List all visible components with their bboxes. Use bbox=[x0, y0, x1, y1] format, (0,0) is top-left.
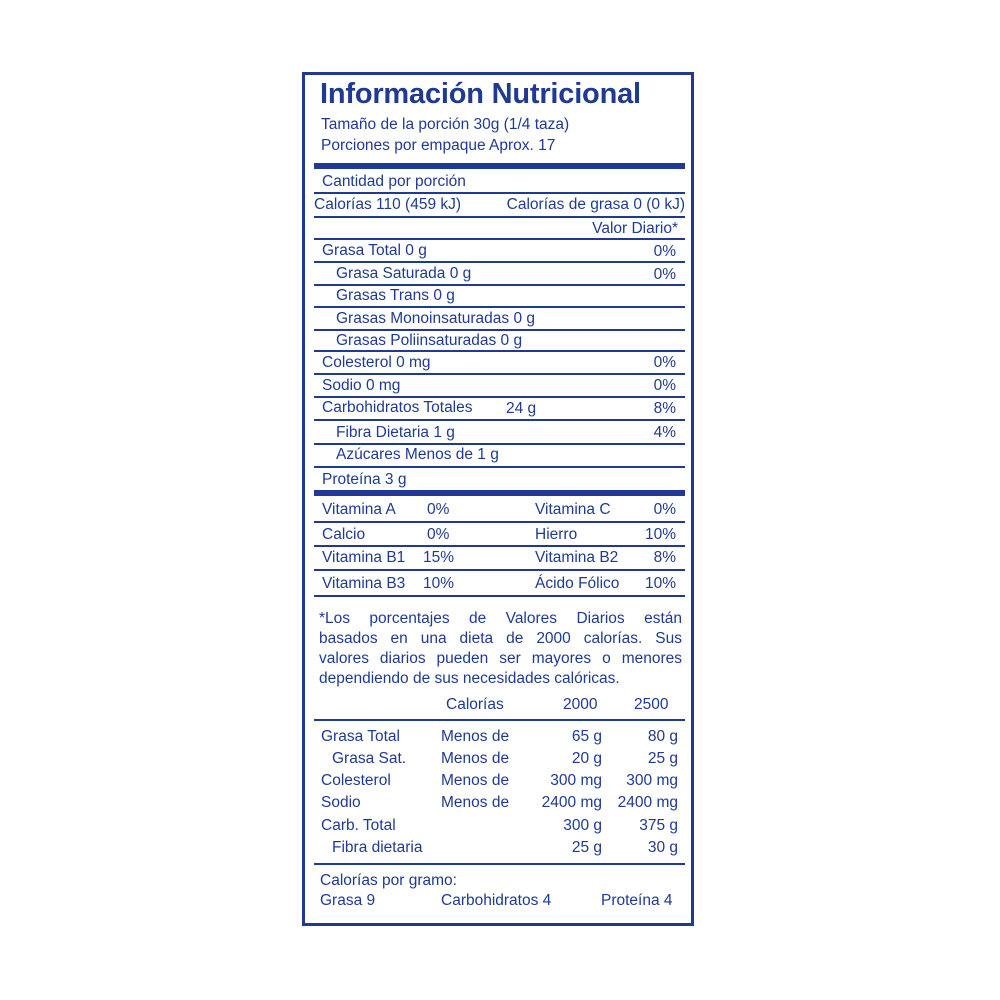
nutrient-cholesterol: Colesterol 0 mg bbox=[322, 354, 431, 371]
divider bbox=[314, 569, 685, 571]
ref-row-2000: 2400 mg bbox=[541, 794, 602, 811]
nutrient-carbohydrates-dv: 8% bbox=[653, 400, 676, 417]
ref-row-nutrient: Grasa Total bbox=[321, 728, 400, 745]
footnote-line-2: basados en una dieta de 2000 calorías. Sus bbox=[319, 630, 682, 647]
nutrient-saturated-fat: Grasa Saturada 0 g bbox=[336, 265, 472, 282]
ref-header-2500: 2500 bbox=[634, 696, 669, 713]
ref-row-2000: 300 g bbox=[563, 817, 602, 834]
folic-acid-value: 10% bbox=[644, 575, 676, 592]
nutrient-fiber-dv: 4% bbox=[653, 424, 676, 441]
ref-row-2000: 65 g bbox=[571, 728, 602, 745]
calories-per-gram-heading: Calorías por gramo: bbox=[320, 872, 457, 889]
vitamin-b1-value: 15% bbox=[423, 549, 455, 566]
thick-divider bbox=[314, 490, 685, 496]
nutrient-sugars: Azúcares Menos de 1 g bbox=[336, 446, 499, 463]
ref-row-2500: 2400 mg bbox=[617, 794, 678, 811]
divider bbox=[314, 306, 685, 308]
ref-row-nutrient: Sodio bbox=[321, 794, 361, 811]
divider bbox=[314, 545, 685, 547]
divider bbox=[314, 373, 685, 375]
calories-per-gram-protein: Proteína 4 bbox=[601, 892, 673, 909]
ref-row-2000: 300 mg bbox=[550, 772, 602, 789]
calories-from-fat: Calorías de grasa 0 (0 kJ) bbox=[506, 196, 685, 213]
ref-row-2500: 375 g bbox=[639, 817, 678, 834]
calories-per-gram-fat: Grasa 9 bbox=[320, 892, 376, 909]
divider bbox=[314, 719, 685, 721]
divider bbox=[314, 329, 685, 331]
vitamin-b3: Vitamina B3 bbox=[322, 575, 406, 592]
nutrient-carbohydrates: Carbohidratos Totales bbox=[322, 399, 473, 416]
ref-row-2500: 25 g bbox=[647, 750, 678, 767]
vitamin-c-value: 0% bbox=[653, 501, 676, 518]
serving-size: Tamaño de la porción 30g (1/4 taza) bbox=[321, 116, 570, 133]
ref-row-qualifier: Menos de bbox=[441, 794, 510, 811]
divider bbox=[314, 466, 685, 468]
footnote-line-4: dependiendo de sus necesidades calóricas. bbox=[319, 670, 620, 687]
vitamin-a-value: 0% bbox=[427, 501, 450, 518]
nutrient-fat-total: Grasa Total 0 g bbox=[322, 242, 427, 259]
divider bbox=[314, 863, 685, 865]
ref-row-nutrient: Colesterol bbox=[321, 772, 391, 789]
nutrient-trans-fat: Grasas Trans 0 g bbox=[336, 287, 455, 304]
ref-row-nutrient: Grasa Sat. bbox=[332, 750, 407, 767]
nutrient-carbohydrates-amount: 24 g bbox=[506, 400, 537, 417]
footnote-line-3: valores diarios pueden ser mayores o menores bbox=[319, 650, 682, 667]
calcium: Calcio bbox=[322, 526, 366, 543]
calcium-value: 0% bbox=[427, 526, 450, 543]
ref-row-nutrient: Fibra dietaria bbox=[332, 839, 423, 856]
ref-header-2000: 2000 bbox=[563, 696, 598, 713]
divider bbox=[314, 238, 685, 240]
divider bbox=[314, 216, 685, 218]
thick-divider bbox=[314, 163, 685, 169]
ref-row-2000: 20 g bbox=[571, 750, 602, 767]
servings-per-container: Porciones por empaque Aprox. 17 bbox=[321, 137, 556, 154]
ref-row-2000: 25 g bbox=[571, 839, 602, 856]
divider bbox=[314, 261, 685, 263]
nutrient-cholesterol-dv: 0% bbox=[653, 354, 676, 371]
divider bbox=[314, 396, 685, 398]
ref-header-calories: Calorías bbox=[446, 696, 504, 713]
iron-value: 10% bbox=[644, 526, 676, 543]
ref-row-qualifier: Menos de bbox=[441, 728, 510, 745]
divider bbox=[314, 595, 685, 597]
calories: Calorías 110 (459 kJ) bbox=[314, 196, 462, 213]
ref-row-2500: 300 mg bbox=[626, 772, 678, 789]
nutrient-sodium: Sodio 0 mg bbox=[322, 377, 401, 394]
divider bbox=[314, 443, 685, 445]
folic-acid: Ácido Fólico bbox=[535, 575, 620, 592]
ref-row-qualifier: Menos de bbox=[441, 772, 510, 789]
panel-title: Información Nutricional bbox=[320, 78, 641, 110]
nutrient-sodium-dv: 0% bbox=[653, 377, 676, 394]
nutrient-protein: Proteína 3 g bbox=[322, 471, 407, 488]
daily-value-header: Valor Diario* bbox=[592, 220, 678, 237]
vitamin-a: Vitamina A bbox=[322, 501, 396, 518]
ref-row-nutrient: Carb. Total bbox=[321, 817, 396, 834]
divider bbox=[314, 419, 685, 421]
amount-per-serving: Cantidad por porción bbox=[322, 173, 466, 190]
iron: Hierro bbox=[535, 526, 578, 543]
vitamin-b2-value: 8% bbox=[653, 549, 676, 566]
calories-per-gram-carbs: Carbohidratos 4 bbox=[441, 892, 552, 909]
nutrient-fiber: Fibra Dietaria 1 g bbox=[336, 424, 455, 441]
footnote-line-1: *Los porcentajes de Valores Diarios están bbox=[319, 610, 682, 627]
ref-row-qualifier: Menos de bbox=[441, 750, 510, 767]
divider bbox=[314, 521, 685, 523]
nutrient-fat-total-dv: 0% bbox=[653, 243, 676, 260]
nutrient-polyunsaturated-fat: Grasas Poliinsaturadas 0 g bbox=[336, 332, 523, 349]
vitamin-b2: Vitamina B2 bbox=[535, 549, 619, 566]
ref-row-2500: 80 g bbox=[647, 728, 678, 745]
divider bbox=[314, 350, 685, 352]
ref-row-2500: 30 g bbox=[647, 839, 678, 856]
divider bbox=[314, 284, 685, 286]
vitamin-b3-value: 10% bbox=[423, 575, 455, 592]
divider bbox=[314, 192, 685, 194]
nutrient-saturated-fat-dv: 0% bbox=[653, 266, 676, 283]
vitamin-c: Vitamina C bbox=[535, 501, 611, 518]
vitamin-b1: Vitamina B1 bbox=[322, 549, 406, 566]
nutrient-monounsaturated-fat: Grasas Monoinsaturadas 0 g bbox=[336, 310, 536, 327]
